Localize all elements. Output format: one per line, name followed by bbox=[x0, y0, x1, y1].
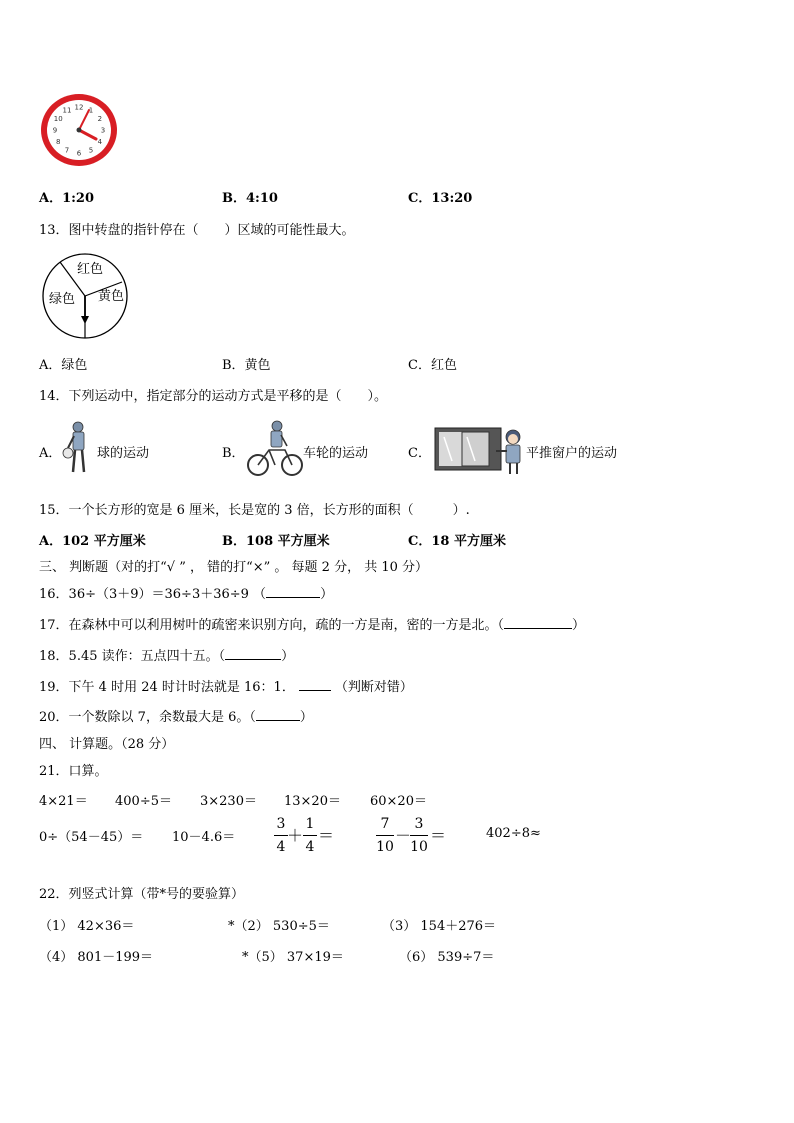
q21-item-1: 4×21＝ bbox=[39, 794, 88, 809]
boy-bouncing-ball-icon bbox=[62, 420, 96, 476]
clock-numeral: 12 bbox=[74, 103, 84, 112]
q18-text: 18．5.45 读作：五点四十五。（ bbox=[39, 649, 226, 664]
q14-option-b-text: 车轮的运动 bbox=[303, 446, 369, 461]
fraction-1-4 bbox=[303, 815, 317, 856]
q17 bbox=[39, 614, 585, 633]
q17-answer-blank[interactable] bbox=[504, 628, 572, 629]
clock-numeral: 1 bbox=[88, 106, 94, 115]
q13-option-c[interactable]: C．红色 bbox=[408, 358, 457, 373]
section-3-heading: 三、 判断题（对的打“√ ” ， 错的打“×” 。 每题 2 分， 共 10 分） bbox=[39, 560, 429, 575]
q22-title: 22．列竖式计算（带*号的要验算） bbox=[39, 887, 245, 902]
q19-answer-blank[interactable] bbox=[299, 690, 331, 691]
fraction-numerator: 3 bbox=[276, 816, 286, 832]
minus-sign: － bbox=[395, 826, 412, 845]
q12-option-a[interactable]: A．1:20 bbox=[39, 191, 95, 206]
q16-answer-blank[interactable] bbox=[266, 597, 320, 598]
q14-option-c-letter[interactable]: C． bbox=[408, 446, 431, 461]
q17-text: 17．在森林中可以利用树叶的疏密来识别方向，疏的一方是南，密的一方是北。（ bbox=[39, 618, 505, 633]
q21-item-7: 10－4.6＝ bbox=[172, 830, 236, 845]
q19 bbox=[39, 676, 413, 695]
clock-numeral: 11 bbox=[62, 106, 72, 115]
q18-close: ） bbox=[281, 649, 295, 664]
clock-numeral: 3 bbox=[100, 126, 106, 135]
q13-option-a[interactable]: A．绿色 bbox=[39, 358, 88, 373]
q22-item-5: *（5） 37×19＝ bbox=[242, 950, 344, 965]
q21-item-2: 400÷5＝ bbox=[115, 794, 172, 809]
window-push-icon bbox=[434, 425, 526, 475]
q22-item-1: （1） 42×36＝ bbox=[39, 919, 135, 934]
fraction-denominator: 10 bbox=[410, 839, 428, 855]
clock-numeral: 5 bbox=[88, 146, 94, 155]
q22-item-4: （4） 801－199＝ bbox=[39, 950, 154, 965]
equals-sign: ＝ bbox=[430, 826, 447, 845]
clock-numeral: 4 bbox=[97, 138, 103, 146]
fraction-7-10 bbox=[376, 815, 394, 856]
q22-item-3: （3） 154＋276＝ bbox=[382, 919, 497, 934]
q21-item-3: 3×230＝ bbox=[200, 794, 257, 809]
q16-close: ） bbox=[320, 587, 334, 602]
equals-sign: ＝ bbox=[318, 826, 335, 845]
q20-close: ） bbox=[299, 710, 313, 725]
wheel-label-yellow: 黄色 bbox=[97, 289, 125, 304]
q21-item-6: 0÷（54－45）＝ bbox=[39, 830, 144, 845]
clock-numeral: 2 bbox=[97, 115, 103, 123]
q18 bbox=[39, 645, 294, 664]
q15-question: 15．一个长方形的宽是 6 厘米，长是宽的 3 倍，长方形的面积（ ）. bbox=[39, 503, 470, 518]
fraction-numerator: 7 bbox=[380, 816, 390, 832]
q20-answer-blank[interactable] bbox=[256, 720, 300, 721]
clock-numeral: 9 bbox=[52, 126, 58, 135]
q20-text: 20．一个数除以 7，余数最大是 6。（ bbox=[39, 710, 256, 725]
q13-option-b[interactable]: B．黄色 bbox=[222, 358, 271, 373]
fraction-3-4 bbox=[274, 815, 288, 856]
clock-numeral: 6 bbox=[76, 149, 82, 158]
q20 bbox=[39, 706, 313, 725]
q16 bbox=[39, 583, 333, 602]
clock-icon bbox=[39, 92, 119, 168]
wheel-label-red: 红色 bbox=[76, 262, 104, 277]
q15-option-a[interactable]: A．102 平方厘米 bbox=[39, 534, 146, 549]
q17-close: ） bbox=[572, 618, 586, 633]
q15-option-c[interactable]: C．18 平方厘米 bbox=[408, 534, 506, 549]
clock-numeral: 10 bbox=[53, 115, 63, 123]
q21-item-10: 402÷8≈ bbox=[486, 826, 541, 841]
q19-text: 19．下午 4 时用 24 时计时法就是 16：1． bbox=[39, 680, 295, 695]
spinner-wheel bbox=[40, 252, 130, 340]
q14-option-b-letter[interactable]: B． bbox=[222, 446, 245, 461]
section-4-heading: 四、 计算题。（28 分） bbox=[39, 737, 175, 752]
fraction-denominator: 4 bbox=[276, 839, 286, 855]
fraction-3-10 bbox=[410, 815, 428, 856]
wheel-label-green: 绿色 bbox=[48, 292, 76, 307]
q13-question: 13．图中转盘的指针停在（ ）区域的可能性最大。 bbox=[39, 223, 355, 238]
q19-tail: （判断对错） bbox=[334, 680, 413, 695]
q21-title: 21．口算。 bbox=[39, 764, 108, 779]
q22-item-6: （6） 539÷7＝ bbox=[399, 950, 495, 965]
clock-numeral: 7 bbox=[64, 146, 70, 155]
q14-option-a-letter[interactable]: A． bbox=[39, 446, 62, 461]
q14-question: 14．下列运动中，指定部分的运动方式是平移的是（ ）。 bbox=[39, 389, 388, 404]
q21-item-4: 13×20＝ bbox=[284, 794, 341, 809]
fraction-denominator: 10 bbox=[376, 839, 394, 855]
fraction-numerator: 1 bbox=[305, 816, 315, 832]
q14-option-a-text: 球的运动 bbox=[97, 446, 150, 461]
plus-sign: ＋ bbox=[287, 826, 304, 845]
clock-numeral: 8 bbox=[55, 138, 61, 146]
bicycle-rider-icon bbox=[247, 420, 303, 478]
q22-item-2: *（2） 530÷5＝ bbox=[228, 919, 330, 934]
q12-option-b[interactable]: B．4:10 bbox=[222, 191, 278, 206]
fraction-numerator: 3 bbox=[414, 816, 424, 832]
q12-option-c[interactable]: C．13:20 bbox=[408, 191, 473, 206]
q18-answer-blank[interactable] bbox=[225, 659, 281, 660]
q15-option-b[interactable]: B．108 平方厘米 bbox=[222, 534, 330, 549]
fraction-denominator: 4 bbox=[305, 839, 315, 855]
q16-text: 16．36÷（3＋9）＝36÷3＋36÷9 （ bbox=[39, 587, 267, 602]
q21-item-5: 60×20＝ bbox=[370, 794, 427, 809]
q14-option-c-text: 平推窗户的运动 bbox=[526, 446, 618, 461]
